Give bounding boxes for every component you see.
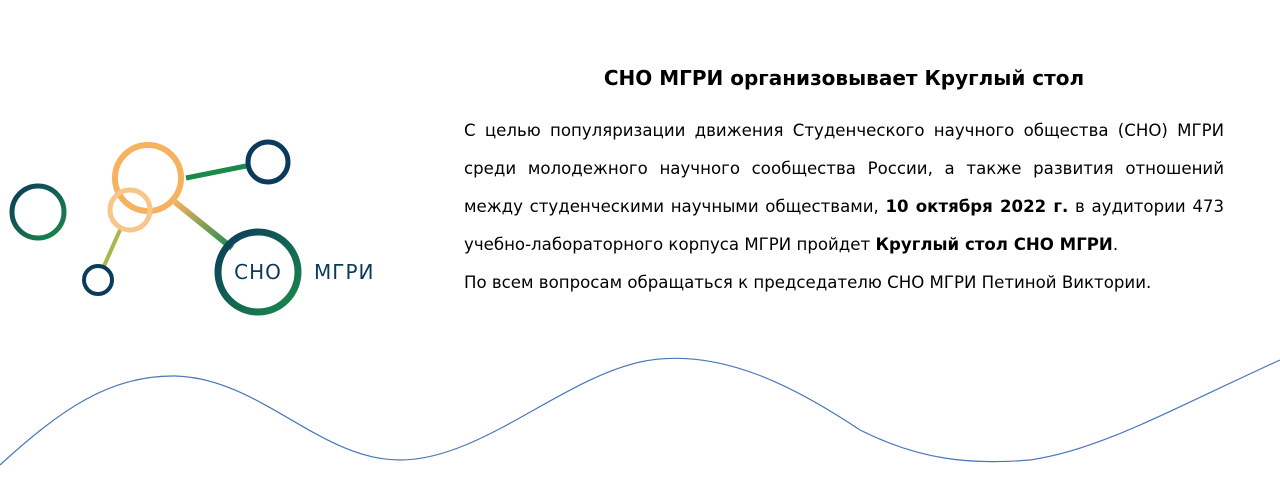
announcement-paragraph-1	[464, 112, 1224, 264]
logo-line-diagonal	[175, 202, 232, 248]
event-date: 10 октября 2022 г.	[885, 197, 1069, 216]
logo-line-top	[186, 166, 246, 178]
paragraph-1-part-3: .	[1112, 235, 1119, 254]
logo-text-sno: СНО	[234, 260, 282, 284]
sno-mgri-logo	[0, 130, 400, 330]
wave-line	[0, 358, 1280, 465]
logo-line-bottom	[104, 230, 120, 266]
decorative-wave	[0, 350, 1280, 493]
announcement-text	[464, 112, 1224, 302]
logo-circle-top-right	[248, 142, 288, 182]
page-title: СНО МГРИ организовывает Круглый стол	[603, 66, 1085, 90]
event-name: Круглый стол СНО МГРИ	[875, 235, 1113, 254]
paragraph-1-part-1: С целью популяризации движения Студенческого научного общества (СНО) МГРИ среди молодежного научного сообщества России, а также развития отношений между студенческими научными обществами,	[464, 121, 1224, 216]
logo-circle-bottom-small	[84, 266, 112, 294]
announcement-paragraph-2: По всем вопросам обращаться к председателю СНО МГРИ Петиной Виктории.	[464, 273, 1152, 292]
paragraph-1-part-2: в аудитории 473 учебно-лабораторного корпуса МГРИ пройдет	[464, 197, 1225, 254]
logo-circle-left	[12, 186, 64, 238]
logo-text-mgri: МГРИ	[314, 260, 375, 284]
